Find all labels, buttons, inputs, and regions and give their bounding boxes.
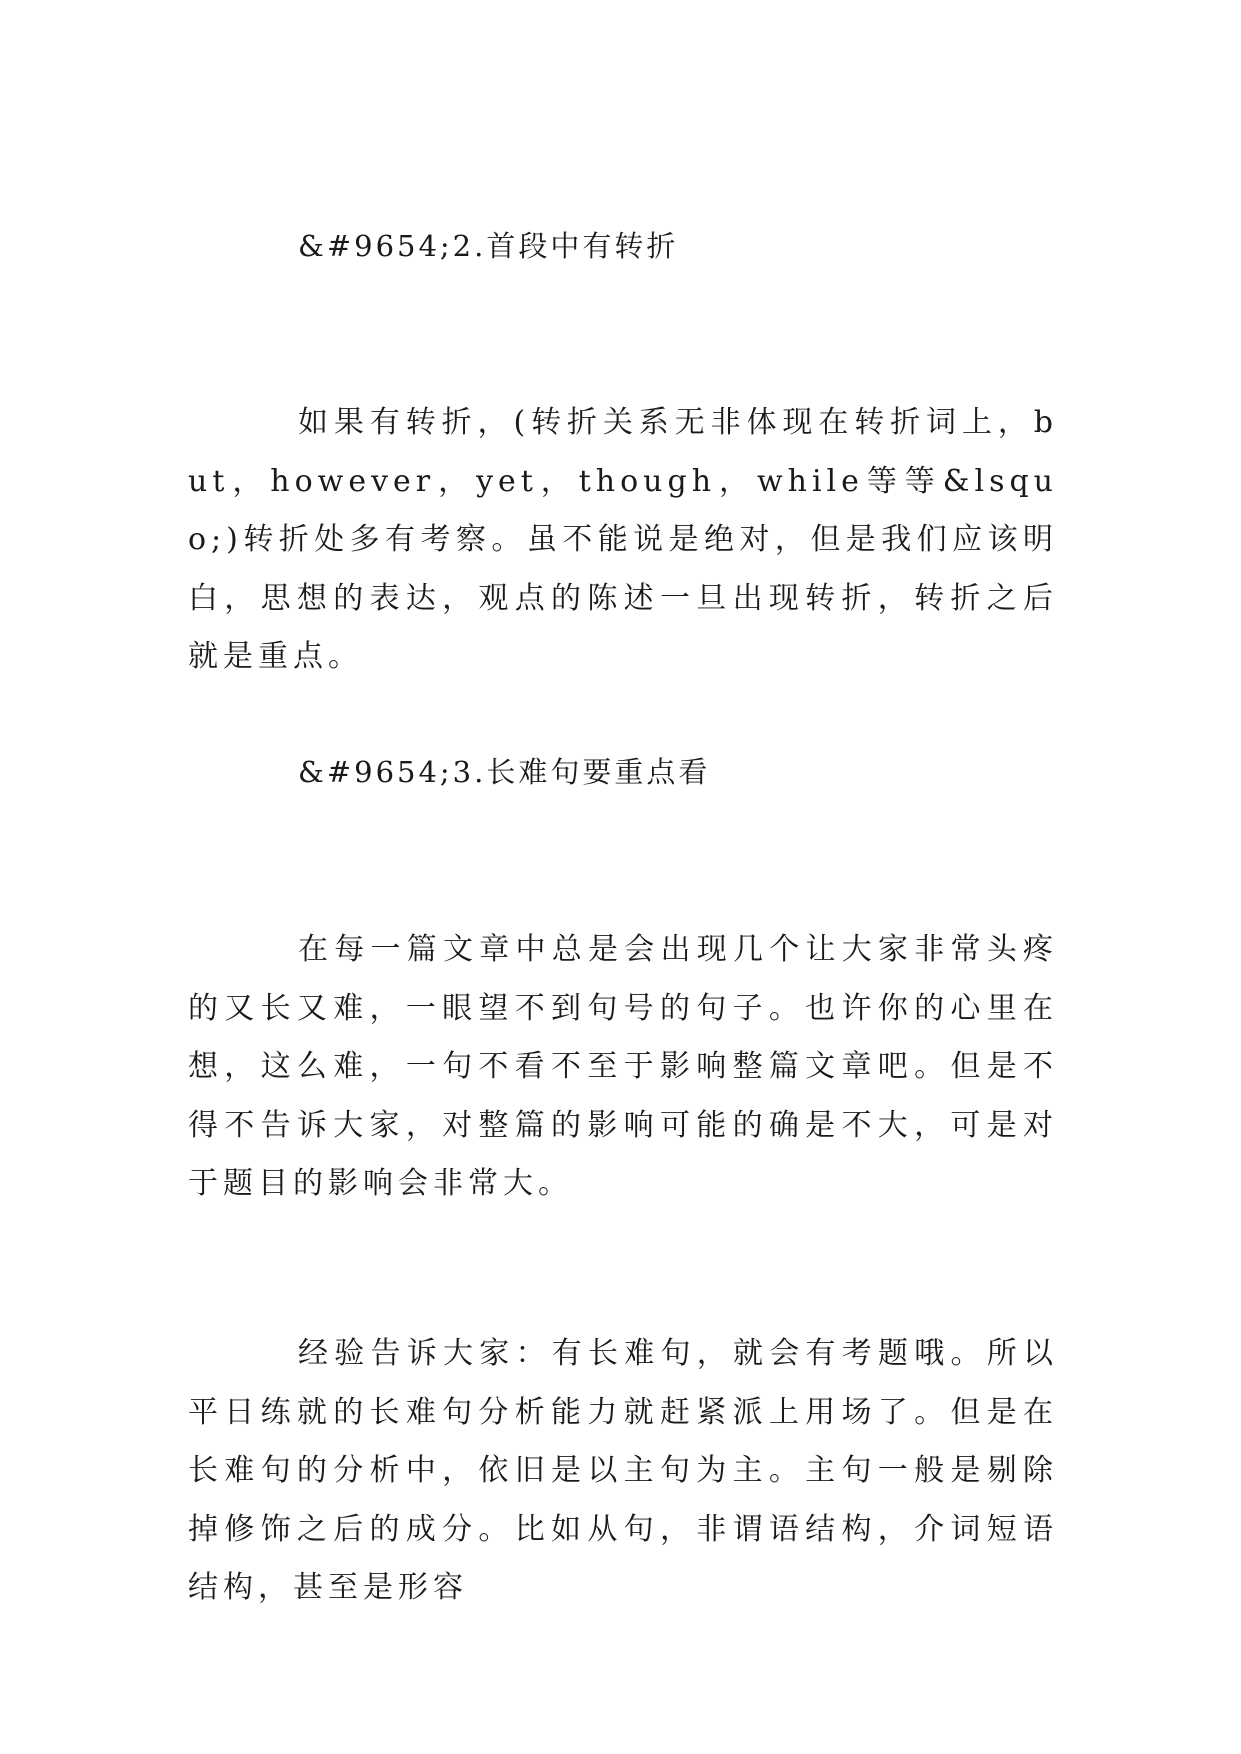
section-heading-3: &#9654;3.长难句要重点看	[298, 755, 711, 789]
paragraph-long-sentences: 在每一篇文章中总是会出现几个让大家非常头疼的又长又难，一眼望不到句号的句子。也许你的心里在想，这么难，一句不看不至于影响整篇文章吧。但是不得不告诉大家，对整篇的影响可能的确是不大，可是对于题目的影响会非常大。	[188, 932, 1058, 1202]
paragraph-experience: 经验告诉大家：有长难句，就会有考题哦。所以平日练就的长难句分析能力就赶紧派上用场了。但是在长难句的分析中，依旧是以主句为主。主句一般是剔除掉修饰之后的成分。比如从句，非谓语结构，介词短语结构，甚至是形容	[188, 1336, 1058, 1606]
section-heading-2: &#9654;2.首段中有转折	[298, 229, 679, 263]
paragraph-turning-point: 如果有转折，(转折关系无非体现在转折词上，but，however，yet，though，while等等&lsquo;)转折处多有考察。虽不能说是绝对，但是我们应该明白，思想的表达，观点的陈述一旦出现转折，转折之后就是重点。	[188, 405, 1058, 675]
